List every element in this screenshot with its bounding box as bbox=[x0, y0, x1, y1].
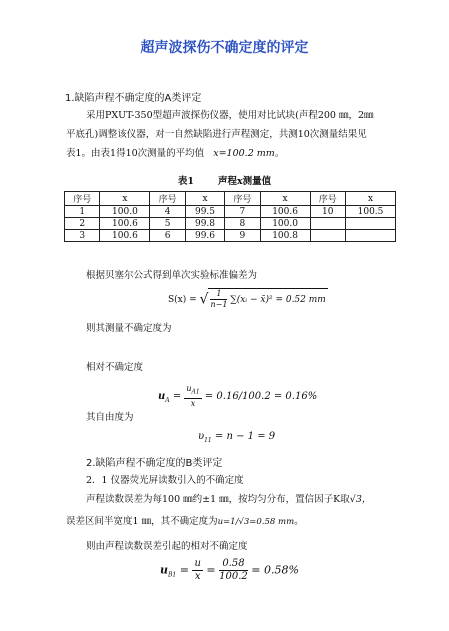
table-header: x bbox=[100, 192, 150, 206]
table-header: 序号 bbox=[150, 192, 185, 206]
relative-uncertainty-intro: 相对不确定度 bbox=[86, 362, 144, 373]
table-caption: 表1 声程x测量值 bbox=[177, 176, 272, 187]
table-cell: 99.6 bbox=[185, 230, 224, 242]
table-row bbox=[65, 218, 396, 230]
section-2-heading: 2.缺陷声程不确定度的B类评定 bbox=[86, 458, 223, 469]
table-cell: 99.5 bbox=[185, 206, 224, 218]
table-cell: 8 bbox=[225, 218, 260, 230]
table-cell: 100.6 bbox=[100, 218, 150, 230]
table-header: x bbox=[346, 192, 396, 206]
ua-fraction: $\frac{u_{A1}}{x}$ bbox=[186, 384, 200, 408]
relative-b-intro: 则由声程读数误差引起的相对不确定度 bbox=[86, 541, 248, 552]
table-cell: 100.0 bbox=[260, 218, 310, 230]
table-cell bbox=[346, 218, 396, 230]
bessel-formula: S(x) = √ $\frac{1}{n-1}$ ∑(xᵢ − x̄)² = 0.52 mm bbox=[168, 289, 326, 309]
measurement-table bbox=[64, 191, 396, 242]
ub-fraction-2: $\frac{0.58}{100.2}$ bbox=[219, 558, 248, 582]
para-1-line-3: 表1。由表1得10次测量的平均值 x=100.2 mm。 bbox=[66, 148, 285, 159]
table-cell bbox=[346, 230, 396, 242]
table-header: 序号 bbox=[310, 192, 345, 206]
table-cell: 4 bbox=[150, 206, 185, 218]
uncertainty-intro: 则其测量不确定度为 bbox=[86, 323, 172, 334]
table-header-row bbox=[65, 192, 396, 206]
table-cell: 99.8 bbox=[185, 218, 224, 230]
para-1-line-2: 平底孔)调整该仪器，对一自然缺陷进行声程测定，共测10次测量结果见 bbox=[66, 129, 367, 140]
table-header: x bbox=[185, 192, 224, 206]
table-row bbox=[65, 230, 396, 242]
table-cell: 100.0 bbox=[100, 206, 150, 218]
table-cell: 2 bbox=[65, 218, 100, 230]
table-cell: 7 bbox=[225, 206, 260, 218]
table-cell: 100.5 bbox=[346, 206, 396, 218]
section-2-1-heading: 2．1 仪器荧光屏读数引入的不确定度 bbox=[86, 475, 244, 486]
bessel-intro: 根据贝塞尔公式得到单次实验标准偏差为 bbox=[86, 270, 258, 281]
ua-formula: $u_A$ = $\frac{u_{A1}}{x}$ = 0.16/100.2 = 0.16% bbox=[158, 384, 318, 408]
table-cell: 10 bbox=[310, 206, 345, 218]
table-cell: 6 bbox=[150, 230, 185, 242]
table-header: 序号 bbox=[65, 192, 100, 206]
para-2-line-2: 误差区间半宽度1 ㎜，其不确定度为u=1/√3=0.58 mm。 bbox=[66, 516, 304, 527]
table-cell: 9 bbox=[225, 230, 260, 242]
table-cell: 100.6 bbox=[260, 206, 310, 218]
table-cell bbox=[310, 218, 345, 230]
para-1-line-1: 采用PXUT-350型超声波探伤仪器，使用对比试块(声程200 ㎜，2㎜ bbox=[86, 110, 374, 121]
ub-fraction-1: $\frac{u}{x}$ bbox=[194, 558, 201, 582]
table-cell: 1 bbox=[65, 206, 100, 218]
section-1-heading: 1.缺陷声程不确定度的A类评定 bbox=[65, 93, 202, 104]
dof-intro: 其自由度为 bbox=[86, 412, 134, 423]
para-2-line-1: 声程读数误差为每100 ㎜约±1 ㎜，按均匀分布，置信因子K取√3， bbox=[86, 494, 372, 505]
table-cell: 3 bbox=[65, 230, 100, 242]
table-row bbox=[65, 206, 396, 218]
table-cell: 100.6 bbox=[100, 230, 150, 242]
bessel-fraction: $\frac{1}{n-1}$ bbox=[210, 289, 228, 309]
table-cell: 5 bbox=[150, 218, 185, 230]
page-title: 超声波探伤不确定度的评定 bbox=[140, 40, 309, 56]
ub-formula: $u_{B1}$ = $\frac{u}{x}$ = $\frac{0.58}{100.2}$ = 0.58% bbox=[160, 558, 299, 582]
table-cell: 100.8 bbox=[260, 230, 310, 242]
table-header: x bbox=[260, 192, 310, 206]
table-header: 序号 bbox=[225, 192, 260, 206]
table-cell bbox=[310, 230, 345, 242]
mean-value: x=100.2 mm。 bbox=[213, 148, 285, 159]
dof-formula: $\upsilon_{11} = n - 1 = 9$ bbox=[198, 431, 276, 444]
